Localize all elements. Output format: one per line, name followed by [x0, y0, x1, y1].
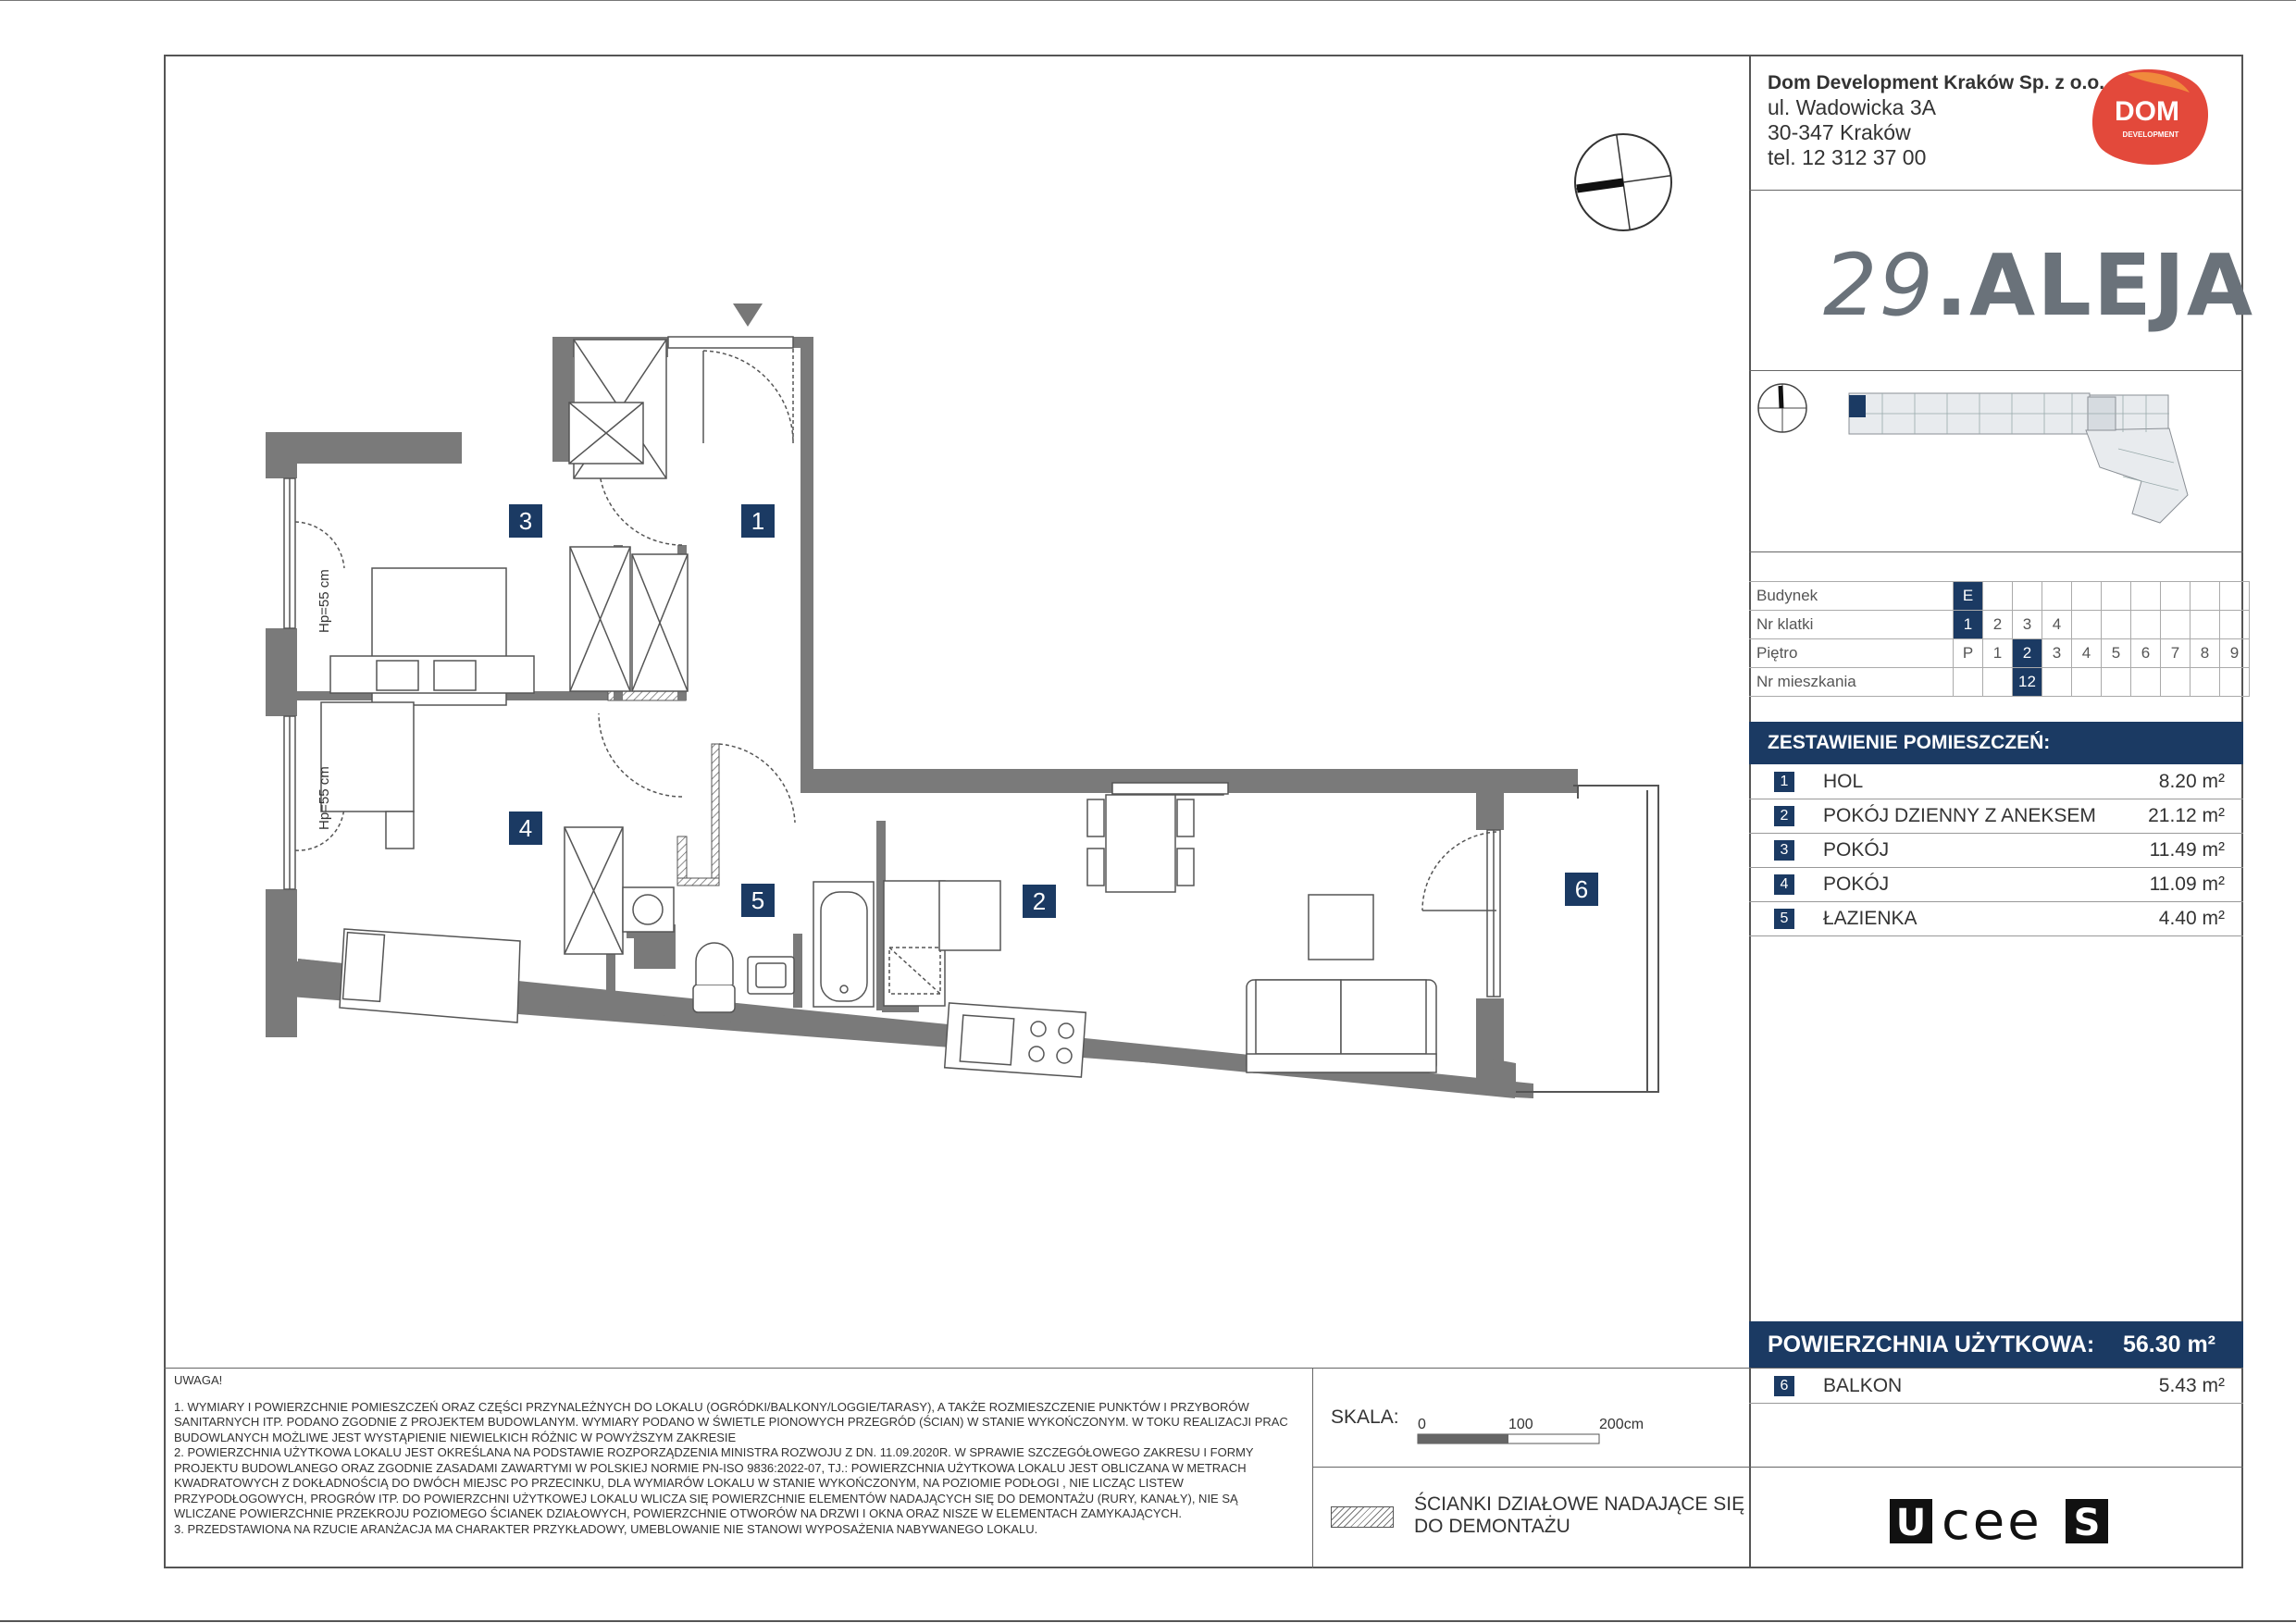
room-tag-4: 4 — [518, 814, 533, 842]
title-divider — [1749, 551, 2243, 552]
room-row: 2 POKÓJ DZIENNY Z ANEKSEM 21.12 m² — [1749, 799, 2243, 834]
dom-development-logo — [2086, 67, 2214, 167]
project-logo: 29.ALEJA — [1823, 236, 2255, 335]
floor-cell: 5 — [2102, 639, 2131, 668]
svg-text:100: 100 — [1508, 1417, 1533, 1432]
bottom-border-line — [0, 1620, 2296, 1622]
staircase-label: Nr klatki — [1749, 611, 1954, 639]
company-info — [1768, 70, 2104, 170]
apartment-number-label: Nr mieszkania — [1749, 668, 1954, 697]
note-1: 1. WYMIARY I POWIERZCHNIE POMIESZCZEŃ ORAZ CZĘŚCI PRZYNALEŻNYCH DO LOKALU (OGRÓDKI/BALKONY/LOGGIE/TARASY), A TAKŻE ROZMIESZCZENIE PUNKTÓW I PRZYBORÓW SANITARNYCH ITP. PODANO ZGODNIE Z PROJEKTEM BUDOWLANYM. WYMIARY PODANO W ŚWIETLE PIONOWYCH PRZEGRÓD (ŚCIAN) W STANIE WYKOŃCZONYM. W TOKU REALIZACJI PRAC BUDOWLANYCH MOŻLIWE JEST WYSTĄPIENIE NIEWIELKICH RÓŻNIC W POWYŻSZYM ZAKRESIE — [174, 1399, 1288, 1444]
building-label: Budynek — [1749, 582, 1954, 611]
balcony-row: 6 BALKON 5.43 m² — [1749, 1369, 2243, 1404]
note-3: 3. PRZEDSTAWIONA NA RZUCIE ARANŻACJA MA CHARAKTER PRZYKŁADOWY, UMEBLOWANIE NIE STANOWI WYPOSAŻENIA NABYWANEGO LOKALU. — [174, 1521, 1038, 1536]
svg-text:cee: cee — [1942, 1494, 2042, 1550]
title-divider — [1749, 190, 2243, 191]
room-row: 3 POKÓJ 11.49 m² — [1749, 834, 2243, 868]
staircase-cell: 1 — [1954, 611, 1983, 639]
room-tag-2: 2 — [1032, 887, 1047, 915]
floor-cell: 8 — [2191, 639, 2220, 668]
demolition-walls-legend: ŚCIANKI DZIAŁOWE NADAJĄCE SIĘ DO DEMONTAŻU — [1414, 1493, 1745, 1537]
staircase-cell: 3 — [2013, 611, 2042, 639]
top-border-line — [0, 0, 2296, 1]
room-row: 1 HOL 8.20 m² — [1749, 765, 2243, 799]
entrance-arrow-icon — [733, 304, 763, 327]
floor-cell: 9 — [2220, 639, 2250, 668]
balcony-outline — [1516, 786, 1658, 1092]
svg-text:S: S — [2073, 1502, 2101, 1544]
floor-cell: 7 — [2161, 639, 2191, 668]
key-plan-north-icon — [1758, 384, 1806, 432]
location-table — [1749, 581, 2250, 697]
company-street: ul. Wadowicka 3A — [1768, 95, 1936, 119]
company-name: Dom Development Kraków Sp. z o.o. — [1768, 72, 2105, 93]
room-tag-1: 1 — [751, 507, 765, 535]
svg-text:200cm: 200cm — [1599, 1417, 1644, 1432]
notes-block — [174, 1373, 1294, 1537]
building-key-plan — [1753, 375, 2243, 551]
floor-cell: 1 — [1983, 639, 2013, 668]
svg-text:DOM: DOM — [2115, 96, 2179, 127]
staircase-row — [1749, 611, 2250, 639]
north-arrow-icon — [1575, 134, 1671, 230]
building-cell: E — [1954, 582, 1983, 611]
ucees-logo — [1888, 1494, 2119, 1550]
room-tag-5: 5 — [751, 886, 765, 914]
floor-cell: 2 — [2013, 639, 2042, 668]
apartment-number-cell: 12 — [2013, 668, 2042, 697]
window-sill-height-2: Hp=55 cm — [316, 766, 332, 830]
apartment-location-marker — [1849, 395, 1866, 417]
room-row: 4 POKÓJ 11.09 m² — [1749, 868, 2243, 902]
building-row — [1749, 582, 2250, 611]
floor-cell: 3 — [2042, 639, 2072, 668]
notes-title: UWAGA! — [174, 1373, 223, 1387]
apartment-floor-plan — [164, 55, 1749, 1369]
floor-row — [1749, 639, 2250, 668]
room-row: 5 ŁAZIENKA 4.40 m² — [1749, 902, 2243, 936]
staircase-cell: 2 — [1983, 611, 2013, 639]
staircase-cell: 4 — [2042, 611, 2072, 639]
notes-divider — [1312, 1368, 1313, 1568]
usable-area-total: POWIERZCHNIA UŻYTKOWA: 56.30 m² — [1749, 1321, 2243, 1368]
svg-text:0: 0 — [1418, 1417, 1426, 1432]
scale-label: SKALA: — [1331, 1406, 1399, 1428]
bottom-divider — [164, 1368, 2243, 1369]
scale-bar — [1416, 1414, 1647, 1451]
floor-cell: P — [1954, 639, 1983, 668]
floor-cell: 4 — [2072, 639, 2102, 668]
scale-divider — [1312, 1467, 2243, 1468]
rooms-summary-header: ZESTAWIENIE POMIESZCZEŃ: — [1749, 722, 2243, 764]
apartment-number-row — [1749, 668, 2250, 697]
company-city: 30-347 Kraków — [1768, 120, 1911, 144]
title-divider — [1749, 370, 2243, 371]
room-tag-6: 6 — [1574, 875, 1589, 903]
note-2: 2. POWIERZCHNIA UŻYTKOWA LOKALU JEST OKREŚLANA NA PODSTAWIE ROZPORZĄDZENIA MINISTRA ROZWOJU Z DN. 11.09.2020R. W SPRAWIE SZCZEGÓŁOWEGO ZAKRESU I FORMY PROJEKTU BUDOWLANEGO ORAZ ZGODNIE ZASADAMI ZAWARTYMI W POLSKIEJ NORMIE PN-ISO 9836:2022-07, TJ.: POWIERZCHNIA UŻYTKOWA LOKALU JEST OBLICZANA W METRACH KWADRATOWYCH Z DOKŁADNOŚCIĄ DO DWÓCH MIEJSC PO PRZECINKU, DLA WYMIARÓW LOKALU W STANIE WYKOŃCZONYM, NA POZIOMIE PODŁOGI , NIE LICZĄC LISTEW PRZYPODŁOGOWYCH, PROGRÓW ITP. DO POWIERZCHNI UŻYTKOWEJ LOKALU WLICZA SIĘ POWIERZCHNIE ELEMENTÓW NADAJĄCYCH SIĘ DO DEMONTAŻU (RURY, KANAŁY), NIE SĄ WLICZANE POWIERZCHNIE PRZEKROJU POZIOMEGO ŚCIANEK DZIAŁOWYCH, POWIERZCHNIE OTWORÓW NA DRZWI I OKNA ORAZ NISZE W ELEMENTACH ZAMYKAJĄCYCH. — [174, 1445, 1254, 1520]
floor-label: Piętro — [1749, 639, 1954, 668]
floor-cell: 6 — [2131, 639, 2161, 668]
svg-text:U: U — [1895, 1502, 1927, 1544]
company-phone: tel. 12 312 37 00 — [1768, 145, 1927, 169]
room-tag-3: 3 — [518, 507, 533, 535]
window-sill-height-1: Hp=55 cm — [316, 569, 332, 633]
demolition-walls-legend-swatch — [1331, 1506, 1394, 1528]
svg-text:DEVELOPMENT: DEVELOPMENT — [2122, 130, 2179, 139]
